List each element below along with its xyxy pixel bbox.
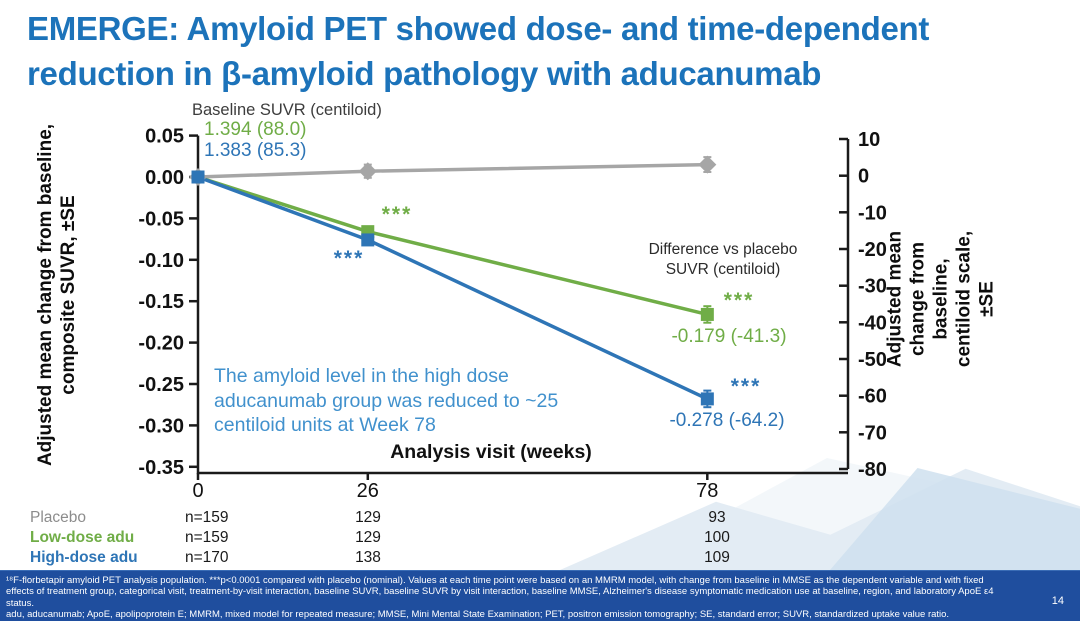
left-axis-tick-label: -0.05 xyxy=(138,208,184,231)
right-y-axis-title-line2: centiloid scale, ±SE xyxy=(953,230,998,368)
difference-value-low-dose: -0.179 (-41.3) xyxy=(671,326,787,347)
right-axis-tick-label: -80 xyxy=(858,459,887,481)
x-axis-tick-label: 0 xyxy=(192,480,204,502)
right-axis-tick-label: -40 xyxy=(858,312,887,335)
right-axis-tick-label: 10 xyxy=(858,129,881,151)
right-axis-tick-label: 0 xyxy=(858,165,870,188)
table-cell: n=170 xyxy=(185,549,229,566)
baseline-value-high-dose: 1.383 (85.3) xyxy=(204,140,307,161)
data-point-diamond-Placebo xyxy=(698,156,716,174)
right-axis-tick-label: -70 xyxy=(858,422,887,445)
significance-stars-high-dose-week78: *** xyxy=(730,375,762,398)
right-y-axis-title-line1: Adjusted mean change from baseline, xyxy=(884,230,952,368)
right-axis-tick-label: -50 xyxy=(858,349,887,371)
significance-stars-high-dose-week26: *** xyxy=(333,247,365,270)
slide-title xyxy=(27,6,1057,96)
legend-label-placebo: Placebo xyxy=(30,509,87,526)
data-point-square-High-dose-adu xyxy=(192,171,205,184)
callout-note-line3: centiloid units at Week 78 xyxy=(214,414,436,436)
legend-label-low-dose: Low-dose adu xyxy=(30,529,135,546)
data-point-diamond-Placebo xyxy=(359,162,377,180)
left-y-axis-title-line2: composite SUVR, ±SE xyxy=(58,195,79,395)
right-y-axis-title xyxy=(884,230,999,369)
footnote-line3: status. xyxy=(6,597,34,609)
callout-note xyxy=(214,364,558,438)
left-axis-tick-label: -0.35 xyxy=(138,456,184,479)
left-axis-tick-label: 0.00 xyxy=(145,167,184,189)
table-cell: 129 xyxy=(355,529,381,546)
footnote-line1: ¹⁸F-florbetapir amyloid PET analysis population. ***p<0.0001 compared with placebo (nominal). Values at each time point were based on an MMRM model, with change from baseline in MMSE as the dependent variable and with fixed xyxy=(6,575,984,586)
data-point-square-High-dose-adu xyxy=(701,392,714,405)
data-point-square-Low-dose-adu xyxy=(701,308,714,321)
left-y-axis-title xyxy=(34,124,80,466)
table-cell: n=159 xyxy=(185,529,229,546)
page-number: 14 xyxy=(1051,595,1064,607)
table-cell: 109 xyxy=(704,549,730,566)
footnote-line4: adu, aducanumab; ApoE, apolipoprotein E; MMRM, mixed model for repeated measure; MMSE, Mini Mental State Examination; PET, positron emission tomography; SE, standard error; SUVR, standardized uptake value ratio. xyxy=(6,609,950,621)
right-axis-tick-label: -30 xyxy=(858,275,887,298)
slide-title-line2: reduction in β-amyloid pathology with aducanumab xyxy=(27,55,822,92)
right-axis-tick-label: -20 xyxy=(858,239,887,261)
left-axis-tick-label: -0.25 xyxy=(138,374,184,396)
legend-label-high-dose: High-dose adu xyxy=(30,549,138,566)
baseline-suvr-heading: Baseline SUVR (centiloid) xyxy=(192,101,382,119)
significance-stars-low-dose-week26: *** xyxy=(381,203,413,226)
right-axis-tick-label: -60 xyxy=(858,385,887,408)
table-cell: 138 xyxy=(355,549,381,566)
x-axis-tick-label: 78 xyxy=(696,480,719,502)
left-axis-tick-label: -0.30 xyxy=(138,415,184,438)
difference-vs-placebo-heading xyxy=(649,240,798,279)
table-cell: 129 xyxy=(355,509,381,526)
left-axis-tick-label: -0.15 xyxy=(138,291,184,314)
difference-heading-line2: SUVR (centiloid) xyxy=(665,260,781,278)
callout-note-line2: aducanumab group was reduced to ~25 xyxy=(214,389,559,412)
left-y-axis-title-line1: Adjusted mean change from baseline, xyxy=(35,123,56,467)
series-line-Placebo xyxy=(198,165,707,177)
footnote-bar xyxy=(0,570,1080,621)
data-point-square-High-dose-adu xyxy=(361,233,374,246)
footnote-line2: effects of treatment group, categorical visit, treatment-by-visit interaction, baseline SUVR, baseline SUVR by visit interaction, baseline MMSE, Alzheimer's disease symptomatic medication use at baseline, region, and laboratory ApoE ε4 xyxy=(6,586,994,598)
difference-value-high-dose: -0.278 (-64.2) xyxy=(669,410,785,431)
significance-stars-low-dose-week78: *** xyxy=(723,289,755,312)
x-axis-title: Analysis visit (weeks) xyxy=(390,441,592,463)
difference-heading-line1: Difference vs placebo xyxy=(648,241,798,258)
baseline-value-low-dose: 1.394 (88.0) xyxy=(204,119,307,140)
table-cell: 93 xyxy=(708,509,726,526)
x-axis-tick-label: 26 xyxy=(356,480,379,502)
left-axis-tick-label: 0.05 xyxy=(145,125,184,148)
series-line-Low-dose-adu xyxy=(198,177,707,314)
left-axis-tick-label: -0.10 xyxy=(138,249,184,272)
callout-note-line1: The amyloid level in the high dose xyxy=(214,365,509,387)
table-cell: 100 xyxy=(704,529,730,546)
right-axis-tick-label: -10 xyxy=(858,202,887,225)
left-axis-tick-label: -0.20 xyxy=(138,332,184,355)
slide-title-line1: EMERGE: Amyloid PET showed dose- and time-dependent xyxy=(27,10,930,47)
table-cell: n=159 xyxy=(185,509,229,526)
